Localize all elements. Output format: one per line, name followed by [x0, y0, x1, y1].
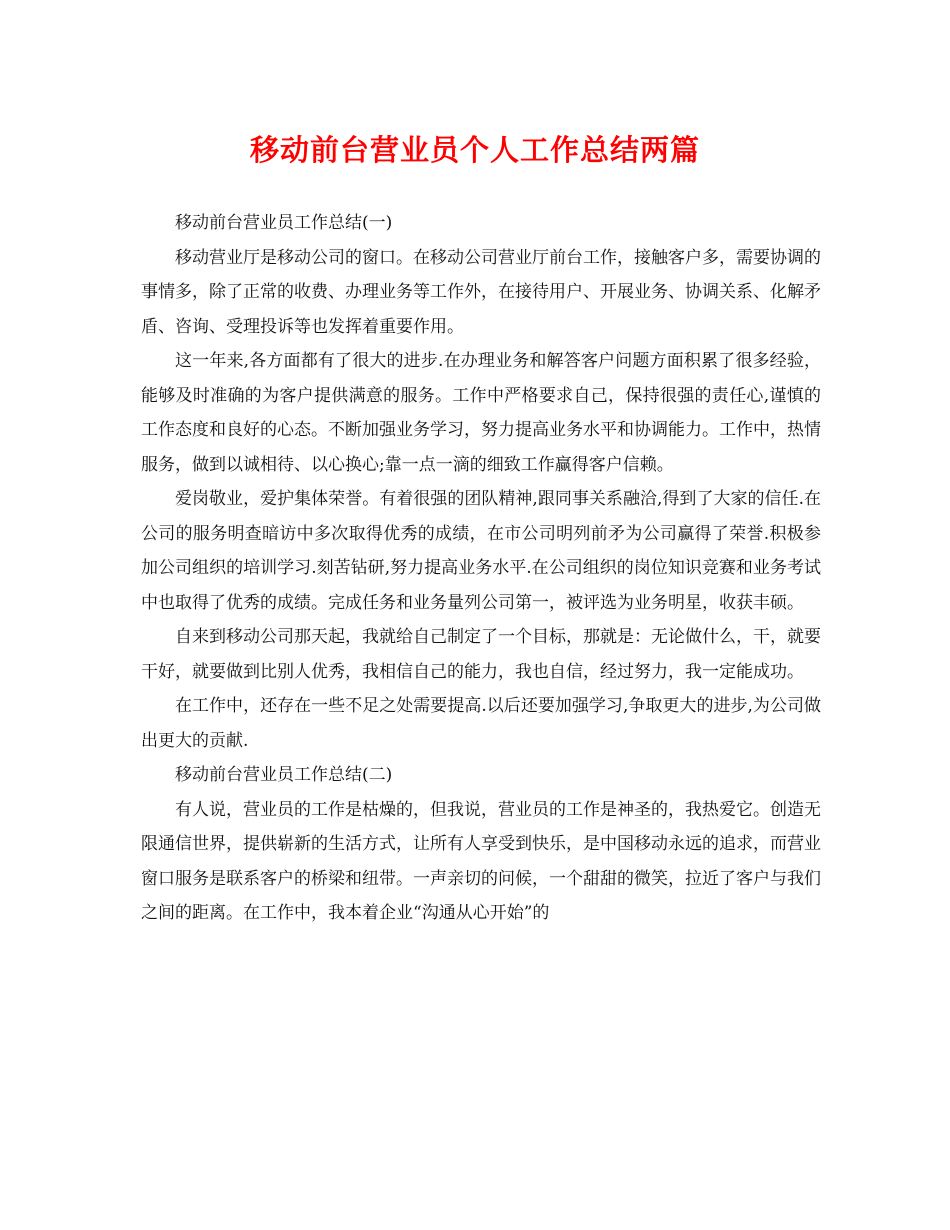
paragraph: 有人说，营业员的工作是枯燥的，但我说，营业员的工作是神圣的，我热爱它。创造无限通信世界，提供崭新的生活方式，让所有人享受到快乐，是中国移动永远的追求，而营业窗口服务是联系客户的桥梁和纽带。一声亲切的问候，一个甜甜的微笑，拉近了客户与我们之间的距离。在工作中，我本着企业“沟通从心开始”的 — [141, 799, 821, 923]
paragraph: 自来到移动公司那天起，我就给自己制定了一个目标，那就是：无论做什么，干，就要干好，就要做到比别人优秀，我相信自己的能力，我也自信，经过努力，我一定能成功。 — [141, 627, 821, 682]
paragraph: 爱岗敬业，爱护集体荣誉。有着很强的团队精神,跟同事关系融洽,得到了大家的信任.在公司的服务明查暗访中多次取得优秀的成绩，在市公司明列前矛为公司赢得了荣誉.积极参加公司组织的培训学习.刻苦钻研,努力提高业务水平.在公司组织的岗位知识竞赛和业务考试中也取得了优秀的成绩。完成任务和业务量列公司第一，被评选为业务明星，收获丰硕。 — [141, 489, 821, 613]
paragraph: 这一年来,各方面都有了很大的进步.在办理业务和解答客户问题方面积累了很多经验，能够及时准确的为客户提供满意的服务。工作中严格要求自己，保持很强的责任心,谨慎的工作态度和良好的心态。不断加强业务学习，努力提高业务水平和协调能力。工作中，热情服务，做到以诚相待、以心换心;靠一点一滴的细致工作赢得客户信赖。 — [141, 351, 821, 475]
section-heading-1: 移动前台营业员工作总结(一) — [175, 213, 393, 233]
document-body — [141, 206, 821, 931]
document-title: 移动前台营业员个人工作总结两篇 — [249, 133, 700, 167]
paragraph: 在工作中，还存在一些不足之处需要提高.以后还要加强学习,争取更大的进步,为公司做出更大的贡献. — [141, 696, 821, 751]
section-heading-2: 移动前台营业员工作总结(二) — [175, 765, 393, 785]
paragraph: 移动营业厅是移动公司的窗口。在移动公司营业厅前台工作，接触客户多，需要协调的事情多，除了正常的收费、办理业务等工作外，在接待用户、开展业务、协调关系、化解矛盾、咨询、受理投诉等也发挥着重要作用。 — [141, 247, 821, 337]
